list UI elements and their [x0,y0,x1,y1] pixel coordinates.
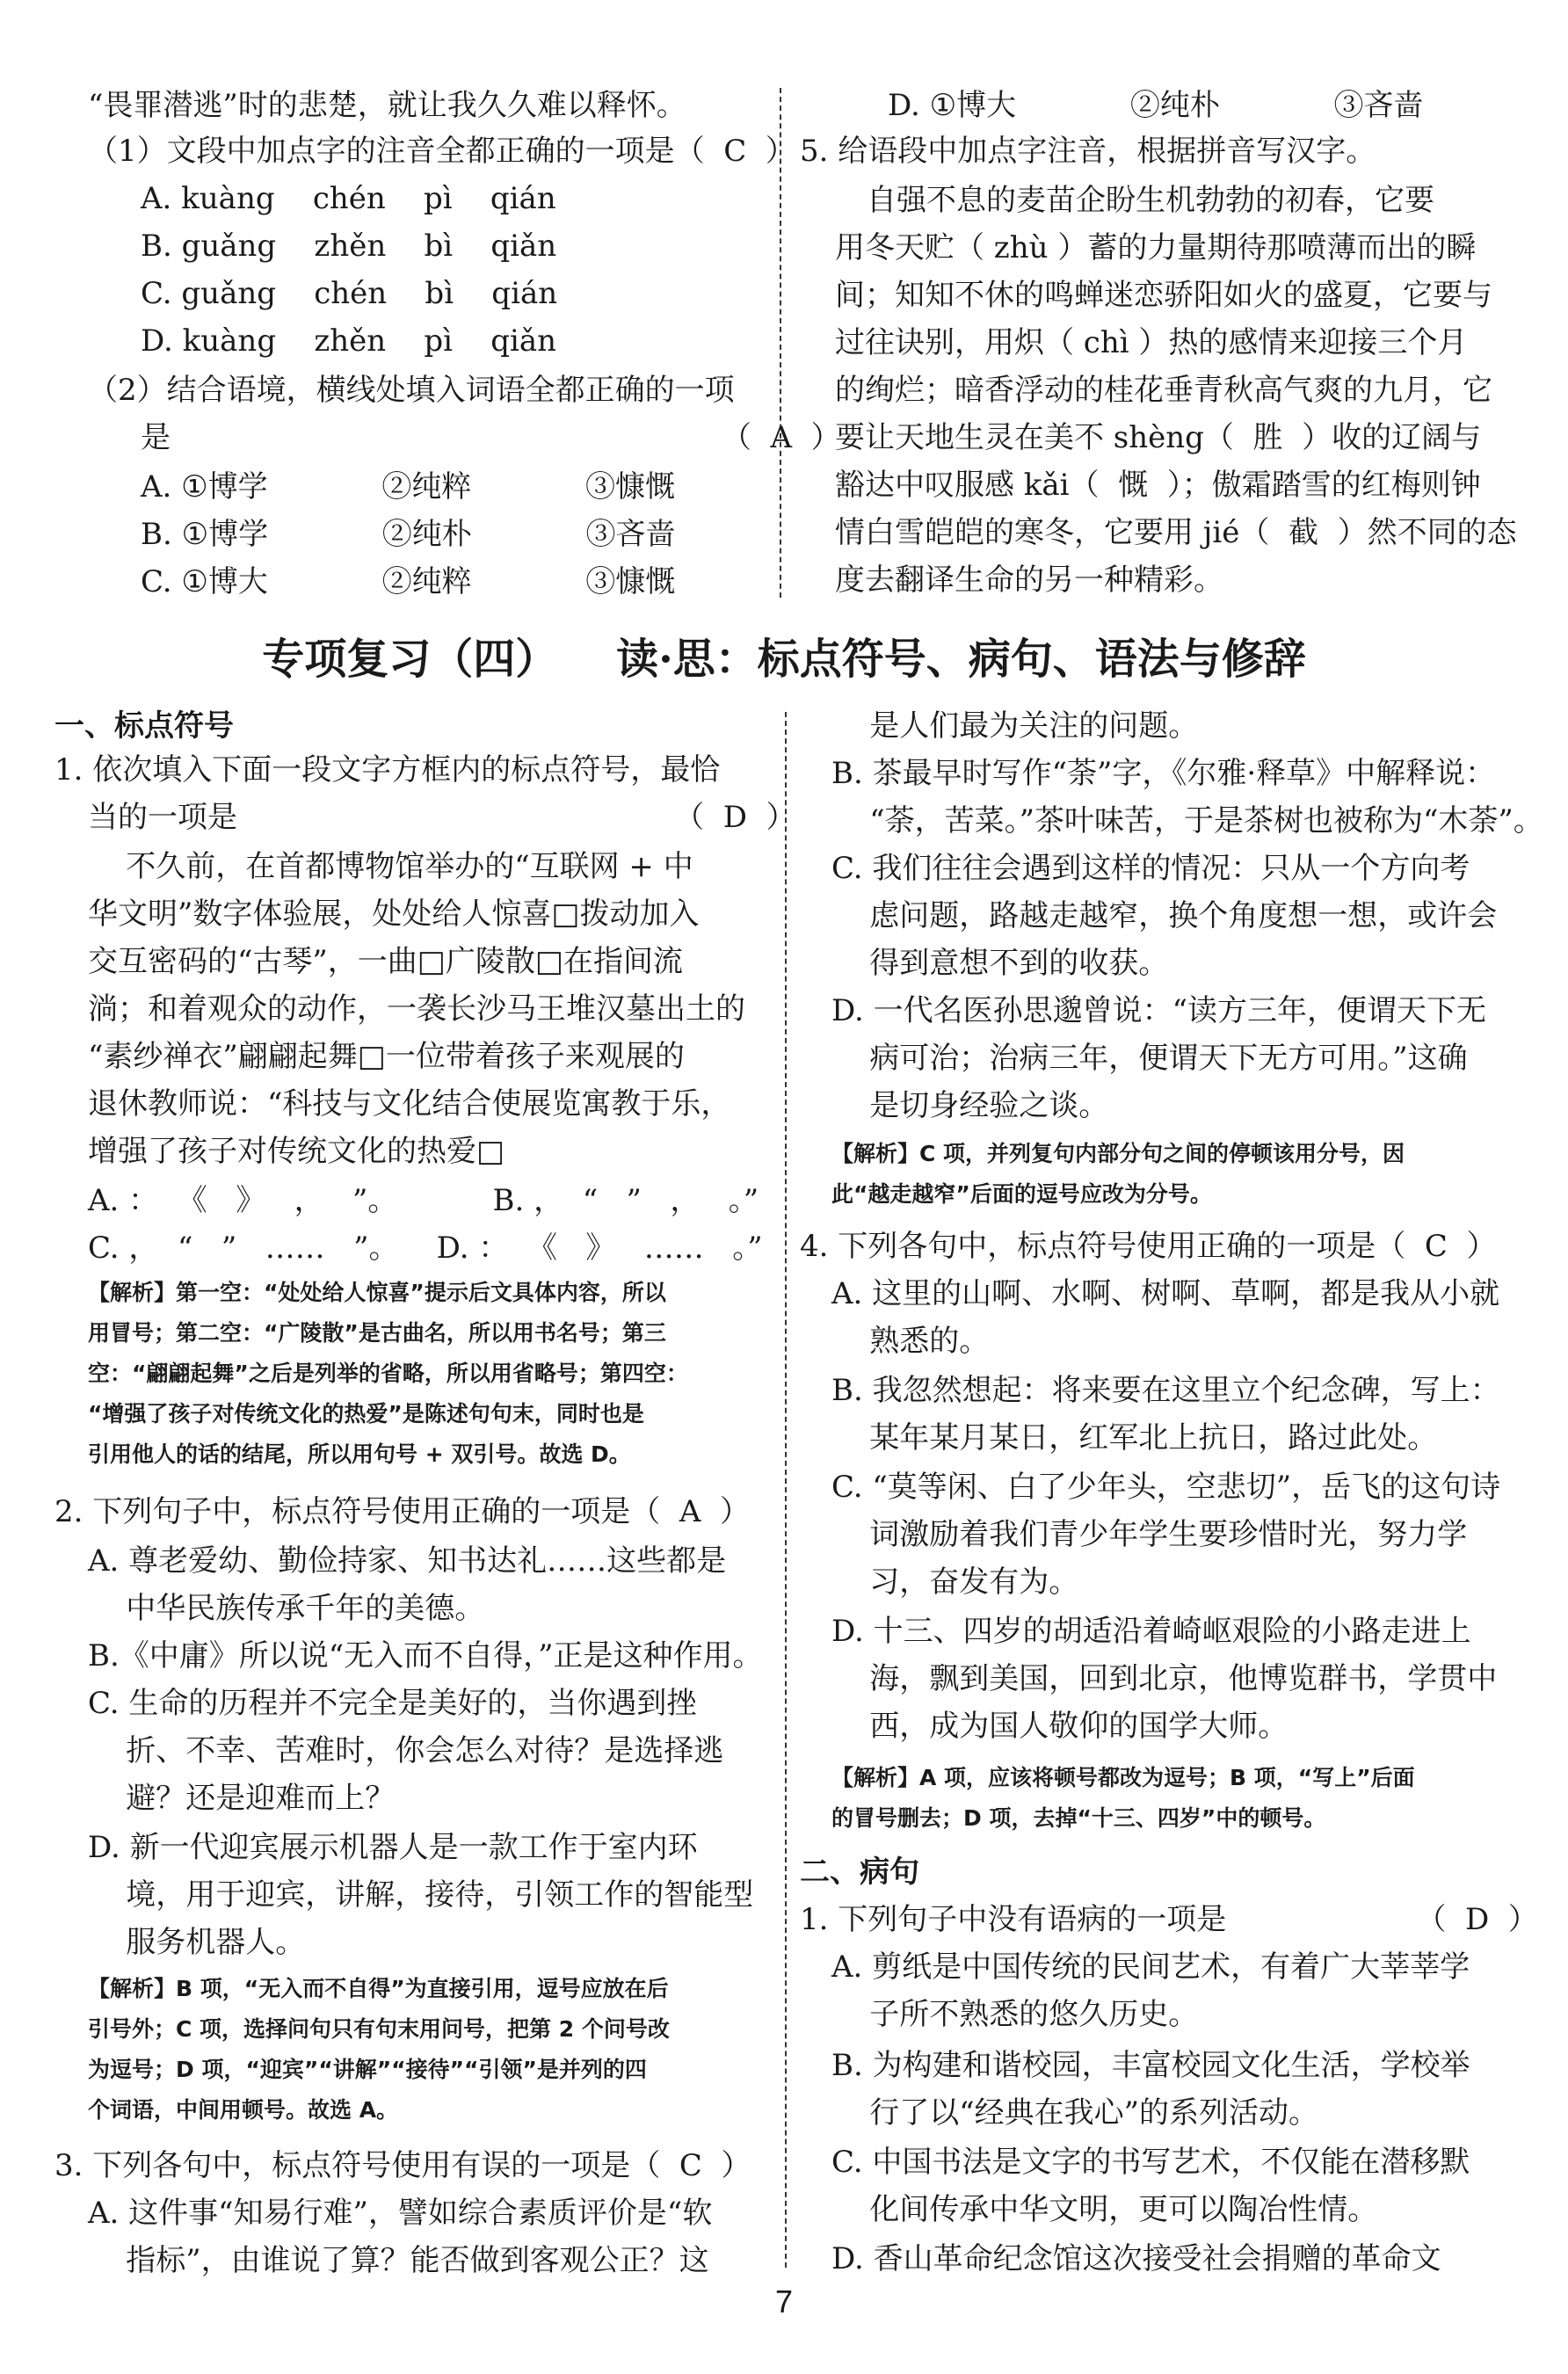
passage-line: 要让天地生灵在美不 shèng（ 胜 ）收的辽阔与 [835,420,1482,455]
passage-line: 用冬天贮（ zhù ）蓄的力量期待那喷薄而出的瞬 [835,230,1477,265]
option-line: 习，奋发有为。 [831,1565,1079,1600]
question-1: 1. 下列句子中没有语病的一项是 （ D ） [800,1902,1538,1937]
explanation-line: 引用他人的话的结尾，所以用句号 + 双引号。故选 D。 [88,1441,631,1467]
question-1: （1）文段中加点字的注音全都正确的一项是（ C ） [88,134,795,169]
question-4: 4. 下列各句中，标点符号使用正确的一项是（ C ） [800,1229,1497,1264]
option-line: 是切身经验之谈。 [831,1088,1109,1123]
explanation-line: 【解析】B 项，“无入而不自得”为直接引用，逗号应放在后 [88,1976,669,2001]
option-line: 西，成为国人敬仰的国学大师。 [831,1709,1289,1744]
option-line: C. 中国书法是文字的书写艺术，不仅能在潜移默 [831,2145,1470,2180]
option-line: 指标”，由谁说了算？能否做到客观公正？这 [88,2243,709,2278]
option-line: B. 茶最早时写作“荼”字，《尔雅·释草》中解释说： [831,756,1496,791]
option-line: C. “莫等闲、白了少年头，空悲切”，岳飞的这句诗 [831,1470,1501,1505]
section-title: 专项复习（四） 读·思：标点符号、病句、语法与修辞 [262,635,1306,684]
explanation-line: 【解析】第一空：“处处给人惊喜”提示后文具体内容，所以 [88,1280,666,1305]
option-row: C. ， “ ” …… ”。 D. ： 《 》 …… 。” [88,1231,763,1266]
option-line: A. 这里的山啊、水啊、树啊、草啊，都是我从小就 [831,1276,1500,1311]
text-line: “畏罪潜逃”时的悲楚，就让我久久难以释怀。 [88,88,686,123]
option-line: B.《中庸》所以说“无入而不自得，”正是这种作用。 [88,1638,763,1673]
option-line: “荼，苦菜。”茶叶味苦，于是茶树也被称为“木荼”。 [831,803,1543,839]
passage-line: 间；知知不休的鸣蝉迷恋骄阳如火的盛夏，它要与 [835,278,1492,313]
explanation-line: 空：“翩翩起舞”之后是列举的省略，所以用省略号；第四空： [88,1361,688,1386]
option-c: C. ①博大 ②纯粹 ③慷慨 [141,564,676,599]
option-line: 服务机器人。 [88,1925,306,1960]
option-line: B. 我忽然想起：将来要在这里立个纪念碑，写上： [831,1373,1500,1408]
option-line: C. 生命的历程并不完全是美好的，当你遇到挫 [88,1686,697,1721]
option-a: A. kuàng chén pì qián [141,181,556,216]
option-line: A. 这件事“知易行难”，譬如综合素质评价是“软 [88,2196,713,2231]
option-line: 熟悉的。 [831,1324,990,1359]
explanation-line: 【解析】C 项，并列复句内部分句之间的停顿该用分号，因 [831,1141,1405,1166]
explanation-line: 为逗号；D 项，“迎宾”“讲解”“接待”“引领”是并列的四 [88,2057,647,2082]
option-b: B. guǎng zhěn bì qiǎn [141,229,557,264]
bottom-column-divider [785,712,787,2268]
explanation-line: 此“越走越窄”后面的逗号应改为分号。 [831,1181,1212,1207]
option-line: 得到意想不到的收获。 [831,946,1169,981]
section-heading: 一、标点符号 [54,708,234,744]
explanation-line: 个词语，中间用顿号。故选 A。 [88,2097,399,2123]
option-line: A. 剪纸是中国传统的民间艺术，有着广大莘莘学 [831,1949,1470,1985]
question-3: 3. 下列各句中，标点符号使用有误的一项是（ C ） [54,2148,751,2183]
option-line: 某年某月某日，红军北上抗日，路过此处。 [831,1420,1438,1456]
option-line: 是人们最为关注的问题。 [831,708,1199,744]
section-heading: 二、病句 [800,1855,919,1890]
option-line: 折、不幸、苦难时，你会怎么对待？是选择逃 [88,1733,724,1768]
question-1: 1. 依次填入下面一段文字方框内的标点符号，最恰 [54,752,721,788]
passage-line: 过往诀别，用炽（ chì ）热的感情来迎接三个月 [835,325,1468,360]
passage-line: 淌；和着观众的动作，一袭长沙马王堆汉墓出土的 [88,991,745,1027]
option-line: 词激励着我们青少年学生要珍惜时光，努力学 [831,1517,1468,1552]
option-line: 化间传承中华文明，更可以陶冶性情。 [831,2192,1378,2227]
option-line: 海，飘到美国，回到北京，他博览群书，学贯中 [831,1661,1498,1696]
option-line: A. 尊老爱幼、勤俭持家、知书达礼……这些都是 [88,1543,727,1579]
question-2-cont: 是 （ A ） [141,420,841,455]
option-b: B. ①博学 ②纯朴 ③吝啬 [141,517,676,552]
passage-line: 豁达中叹服感 kǎi（ 慨 ）；傲霜踏雪的红梅则钟 [835,468,1481,503]
passage-line: 交互密码的“古琴”，一曲□广陵散□在指间流 [88,944,684,979]
passage-line: 情白雪皑皑的寒冬，它要用 jié（ 截 ）然不同的态 [835,515,1517,550]
question-1-cont: 当的一项是 （ D ） [88,800,796,835]
option-c: C. guǎng chén bì qián [141,276,558,311]
option-line: D. 一代名医孙思邈曾说：“读方三年，便谓天下无 [831,993,1487,1028]
passage-line: 华文明”数字体验展，处处给人惊喜□拨动加入 [88,897,700,932]
explanation-line: 用冒号；第二空：“广陵散”是古曲名，所以用书名号；第三 [88,1320,666,1346]
option-line: 中华民族传承千年的美德。 [88,1591,485,1626]
option-line: 境，用于迎宾，讲解，接待，引领工作的智能型 [88,1877,754,1913]
question-2: 2. 下列句子中，标点符号使用正确的一项是（ A ） [54,1494,751,1529]
passage-line: 的绚烂；暗香浮动的桂花垂青秋高气爽的九月，它 [835,373,1492,408]
explanation-line: 【解析】A 项，应该将顿号都改为逗号；B 项，“写上”后面 [831,1765,1415,1790]
option-line: 避？还是迎难而上？ [88,1781,396,1816]
option-a: A. ①博学 ②纯粹 ③慷慨 [141,469,676,505]
passage-line: 增强了孩子对传统文化的热爱□ [88,1134,505,1169]
passage-line: 不久前，在首都博物馆举办的“互联网 + 中 [88,849,693,884]
option-line: 行了以“经典在我心”的系列活动。 [831,2095,1318,2131]
page-number: 7 [774,2283,794,2320]
option-line: D. 新一代迎宾展示机器人是一款工作于室内环 [88,1830,698,1865]
passage-line: 度去翻译生命的另一种精彩。 [835,563,1223,598]
option-line: D. 香山革命纪念馆这次接受社会捐赠的革命文 [831,2241,1441,2276]
passage-line: 自强不息的麦苗企盼生机勃勃的初春，它要 [867,183,1434,218]
explanation-line: “增强了孩子对传统文化的热爱”是陈述句句末，同时也是 [88,1401,644,1427]
option-line: C. 我们往往会遇到这样的情况：只从一个方向考 [831,851,1470,886]
question-2: （2）结合语境，横线处填入词语全都正确的一项 [88,373,735,408]
option-line: 虑问题，路越走越窄，换个角度想一想，或许会 [831,898,1498,933]
option-line: 子所不熟悉的悠久历史。 [831,1997,1199,2032]
option-d: D. ①博大 ②纯朴 ③吝啬 [888,88,1424,123]
option-line: 病可治；治病三年，便谓天下无方可用。”这确 [831,1041,1468,1076]
explanation-line: 的冒号删去；D 项，去掉“十三、四岁”中的顿号。 [831,1805,1326,1831]
passage-line: “素纱禅衣”翩翩起舞□一位带着孩子来观展的 [88,1039,685,1074]
option-row: A. ： 《 》 ， ”。 B. ， “ ” ， 。” [88,1183,759,1218]
option-line: D. 十三、四岁的胡适沿着崎岖艰险的小路走进上 [831,1614,1471,1649]
explanation-line: 引号外；C 项，选择问句只有句末用问号，把第 2 个问号改 [88,2016,670,2042]
option-line: B. 为构建和谐校园，丰富校园文化生活，学校举 [831,2048,1470,2083]
question-5: 5. 给语段中加点字注音，根据拼音写汉字。 [800,134,1376,169]
option-d: D. kuàng zhěn pì qiǎn [141,323,557,359]
passage-line: 退休教师说：“科技与文化结合使展览寓教于乐， [88,1086,731,1122]
